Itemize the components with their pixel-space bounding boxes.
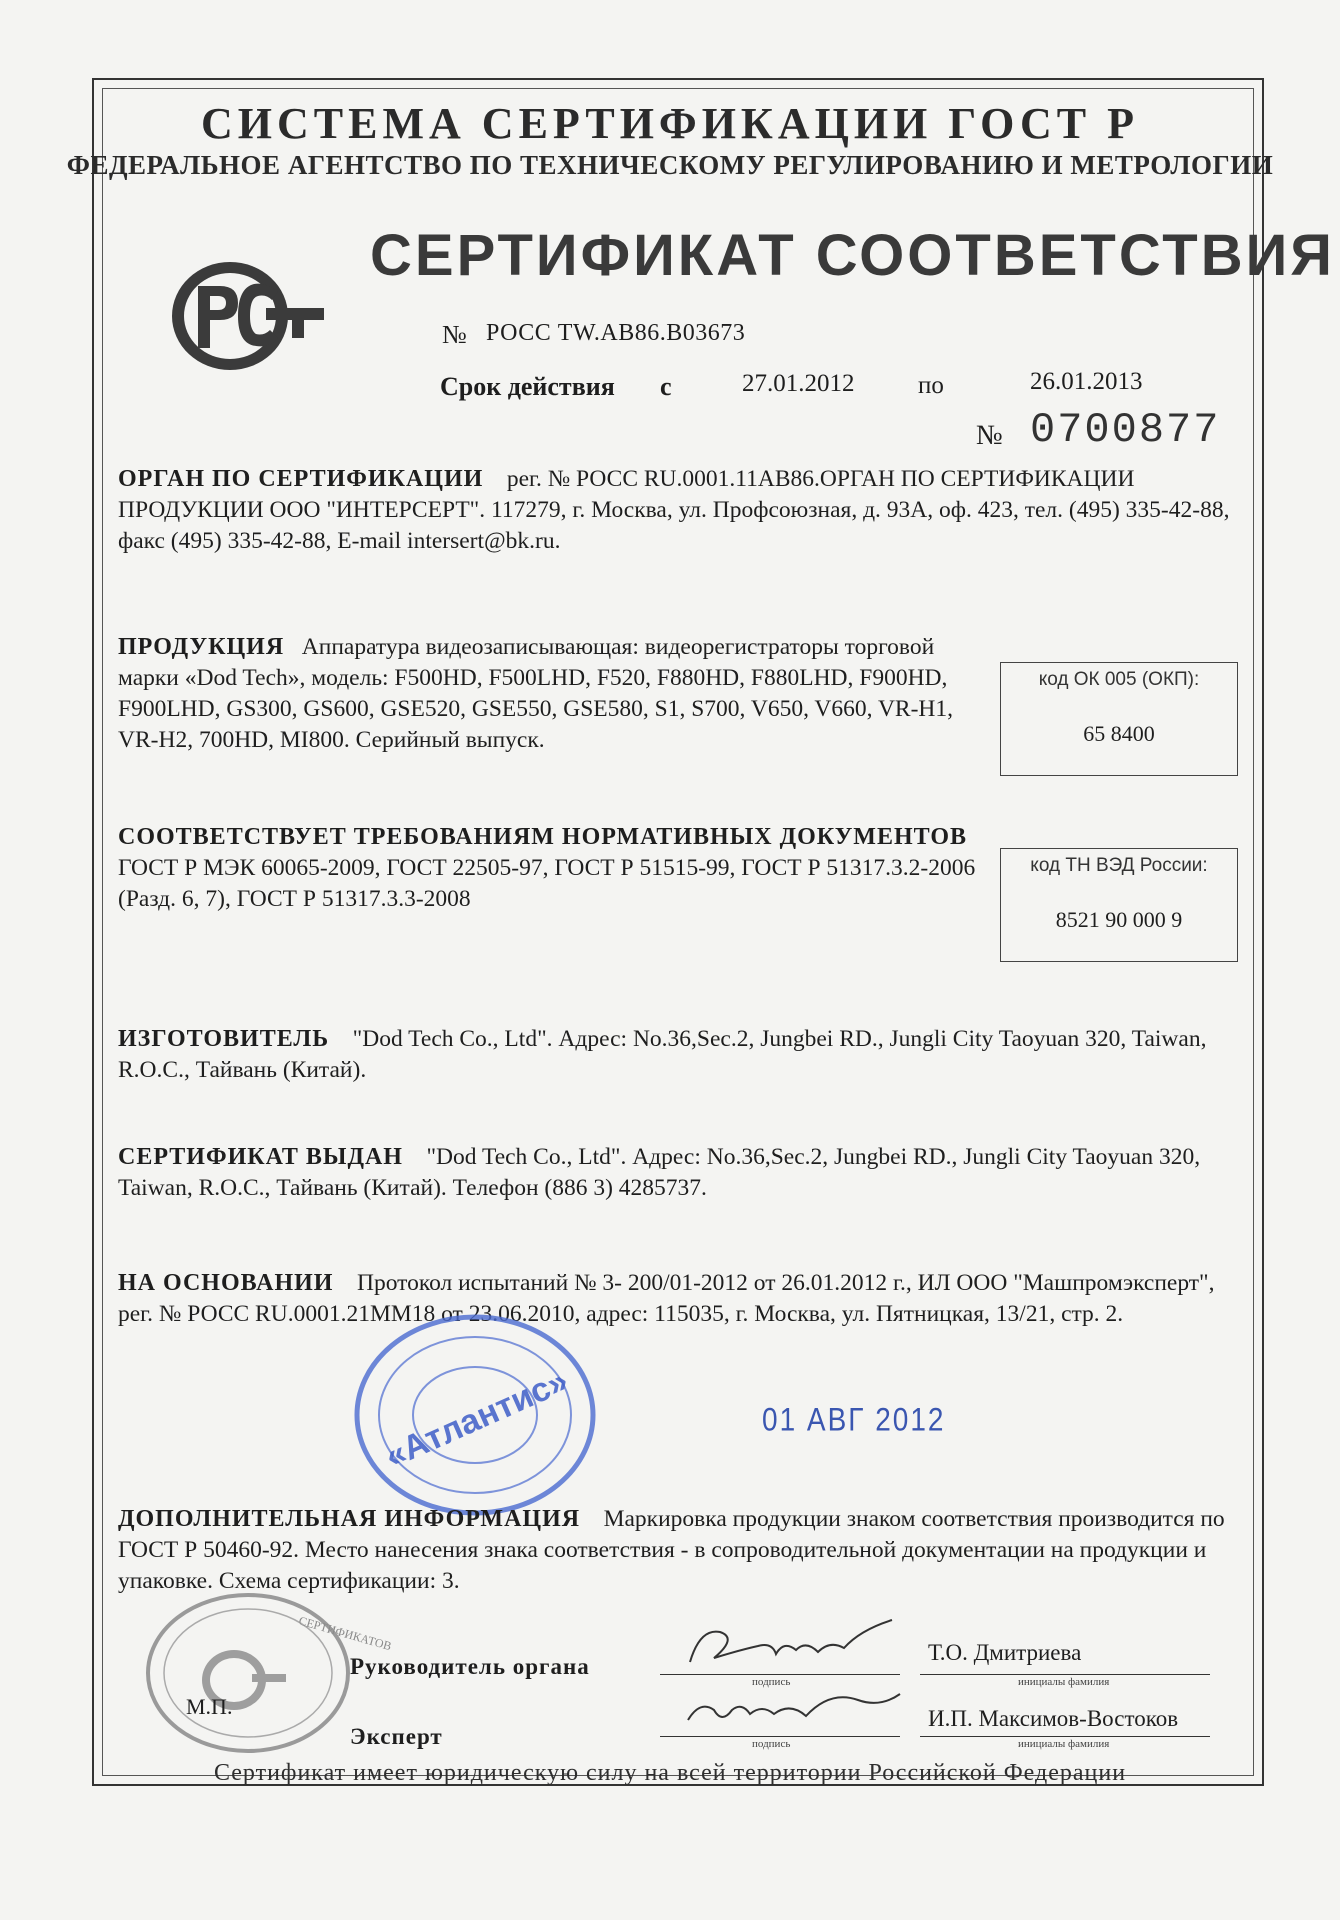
manufacturer-text: "Dod Tech Co., Ltd". Адрес: No.36,Sec.2, Jungbei RD., Jungli City Taoyuan 320, Taiwan, R.O.C., Тайвань (Китай). bbox=[118, 1026, 1207, 1083]
issued-to-section bbox=[118, 1142, 1248, 1204]
validity-label: Срок действия bbox=[440, 372, 615, 401]
certificate-number-label: № bbox=[442, 320, 467, 349]
mp-seal-text: СЕРТИФИКАТОВ bbox=[297, 1613, 394, 1654]
validity-from-label: с bbox=[660, 372, 672, 401]
okp-code-value: 65 8400 bbox=[1083, 721, 1155, 746]
certificate-number: РОСС TW.АВ86.В03673 bbox=[486, 320, 746, 346]
head-signature bbox=[680, 1610, 910, 1680]
head-name-caption: инициалы фамилия bbox=[1018, 1676, 1110, 1688]
certification-body-section bbox=[118, 464, 1248, 557]
manufacturer-heading: ИЗГОТОВИТЕЛЬ bbox=[118, 1026, 330, 1052]
seal-text: «Атлантис» bbox=[379, 1361, 574, 1476]
validity-from-date: 27.01.2012 bbox=[742, 370, 855, 397]
basis-section bbox=[118, 1268, 1248, 1330]
compliance-text: ГОСТ Р МЭК 60065-2009, ГОСТ 22505-97, ГОСТ Р 51515-99, ГОСТ Р 51317.3.2-2006 (Разд. 6, 7), ГОСТ Р 51317.3.3-2008 bbox=[118, 855, 976, 912]
expert-name: И.П. Максимов-Востоков bbox=[928, 1706, 1179, 1731]
tnved-code-box bbox=[1000, 848, 1238, 962]
blue-round-seal bbox=[350, 1310, 600, 1525]
head-of-body-label: Руководитель органа bbox=[350, 1654, 590, 1679]
expert-label: Эксперт bbox=[350, 1724, 443, 1749]
product-section bbox=[118, 632, 998, 756]
issued-to-heading: СЕРТИФИКАТ ВЫДАН bbox=[118, 1144, 403, 1170]
validity-to-date: 26.01.2013 bbox=[1030, 368, 1143, 395]
basis-heading: НА ОСНОВАНИИ bbox=[118, 1270, 334, 1296]
expert-signature-caption: подпись bbox=[752, 1738, 791, 1750]
legal-force-footer: Сертификат имеет юридическую силу на всей территории Российской Федерации bbox=[213, 1760, 1127, 1786]
head-signature-line bbox=[660, 1674, 900, 1675]
tnved-code-label: код ТН ВЭД России: bbox=[1030, 855, 1208, 876]
manufacturer-section bbox=[118, 1024, 1248, 1086]
issued-to-text: "Dod Tech Co., Ltd". Адрес: No.36,Sec.2, Jungbei RD., Jungli City Taoyuan 320, Taiwan, R.O.C., Тайвань (Китай). Телефон (886 3) 4285737. bbox=[118, 1144, 1201, 1201]
certification-body-text: рег. № РОСС RU.0001.11АВ86.ОРГАН ПО СЕРТИФИКАЦИИ ПРОДУКЦИИ ООО "ИНТЕРСЕРТ". 117279, г. Москва, ул. Профсоюзная, д. 93А, оф. 423, тел. (495) 335-42-88, факс (495) 335-42-88, E-mail intersert@bk.ru. bbox=[118, 466, 1230, 554]
certificate-title: СЕРТИФИКАТ СООТВЕТСТВИЯ bbox=[370, 223, 1335, 288]
tnved-code-value: 8521 90 000 9 bbox=[1055, 907, 1183, 932]
gost-r-logo bbox=[168, 258, 326, 379]
head-name: Т.О. Дмитриева bbox=[928, 1640, 1082, 1665]
additional-info-section bbox=[118, 1504, 1248, 1597]
compliance-section bbox=[118, 822, 998, 915]
certification-body-heading: ОРГАН ПО СЕРТИФИКАЦИИ bbox=[118, 466, 484, 492]
expert-signature-line bbox=[660, 1736, 900, 1737]
blank-number-label: № bbox=[976, 420, 1003, 451]
okp-code-label: код ОК 005 (ОКП): bbox=[1038, 669, 1200, 690]
agency-name: ФЕДЕРАЛЬНОЕ АГЕНТСТВО ПО ТЕХНИЧЕСКОМУ РЕГУЛИРОВАНИЮ И МЕТРОЛОГИИ bbox=[66, 150, 1274, 180]
product-text: Аппаратура видеозаписывающая: видеорегистраторы торговой марки «Dod Tech», модель: F500HD, F500LHD, F520, F880HD, F880LHD, F900HD, F900LHD, GS300, GS600, GSE520, GSE550, GSE580, S1, S700, V650, V660, VR-H1, VR-H2, 700HD, MI800. Серийный выпуск. bbox=[118, 634, 954, 753]
validity-to-label: по bbox=[918, 372, 944, 399]
expert-name-caption: инициалы фамилия bbox=[1018, 1738, 1110, 1750]
product-heading: ПРОДУКЦИЯ bbox=[118, 634, 285, 660]
additional-info-heading: ДОПОЛНИТЕЛЬНАЯ ИНФОРМАЦИЯ bbox=[118, 1506, 581, 1532]
system-title: СИСТЕМА СЕРТИФИКАЦИИ ГОСТ Р bbox=[201, 99, 1139, 148]
okp-code-box bbox=[1000, 662, 1238, 776]
expert-name-line bbox=[920, 1736, 1210, 1737]
compliance-heading: СООТВЕТСТВУЕТ ТРЕБОВАНИЯМ НОРМАТИВНЫХ ДОКУМЕНТОВ bbox=[118, 824, 967, 850]
head-name-line bbox=[920, 1674, 1210, 1675]
blank-number: 0700877 bbox=[1030, 406, 1221, 454]
mp-label: М.П. bbox=[186, 1694, 233, 1719]
basis-text: Протокол испытаний № 3- 200/01-2012 от 26.01.2012 г., ИЛ ООО "Машпромэксперт", рег. № РОСС RU.0001.21ММ18 от 23.06.2010, адрес: 115035, г. Москва, ул. Пятницкая, 13/21, стр. 2. bbox=[118, 1270, 1215, 1327]
additional-info-text: Маркировка продукции знаком соответствия производится по ГОСТ Р 50460-92. Место нанесения знака соответствия - в сопроводительной документации на продукции и упаковке. Схема сертификации: 3. bbox=[118, 1506, 1225, 1594]
mp-seal-imprint bbox=[138, 1588, 394, 1763]
head-signature-caption: подпись bbox=[752, 1676, 791, 1688]
date-stamp: 01 АВГ 2012 bbox=[762, 1401, 946, 1438]
